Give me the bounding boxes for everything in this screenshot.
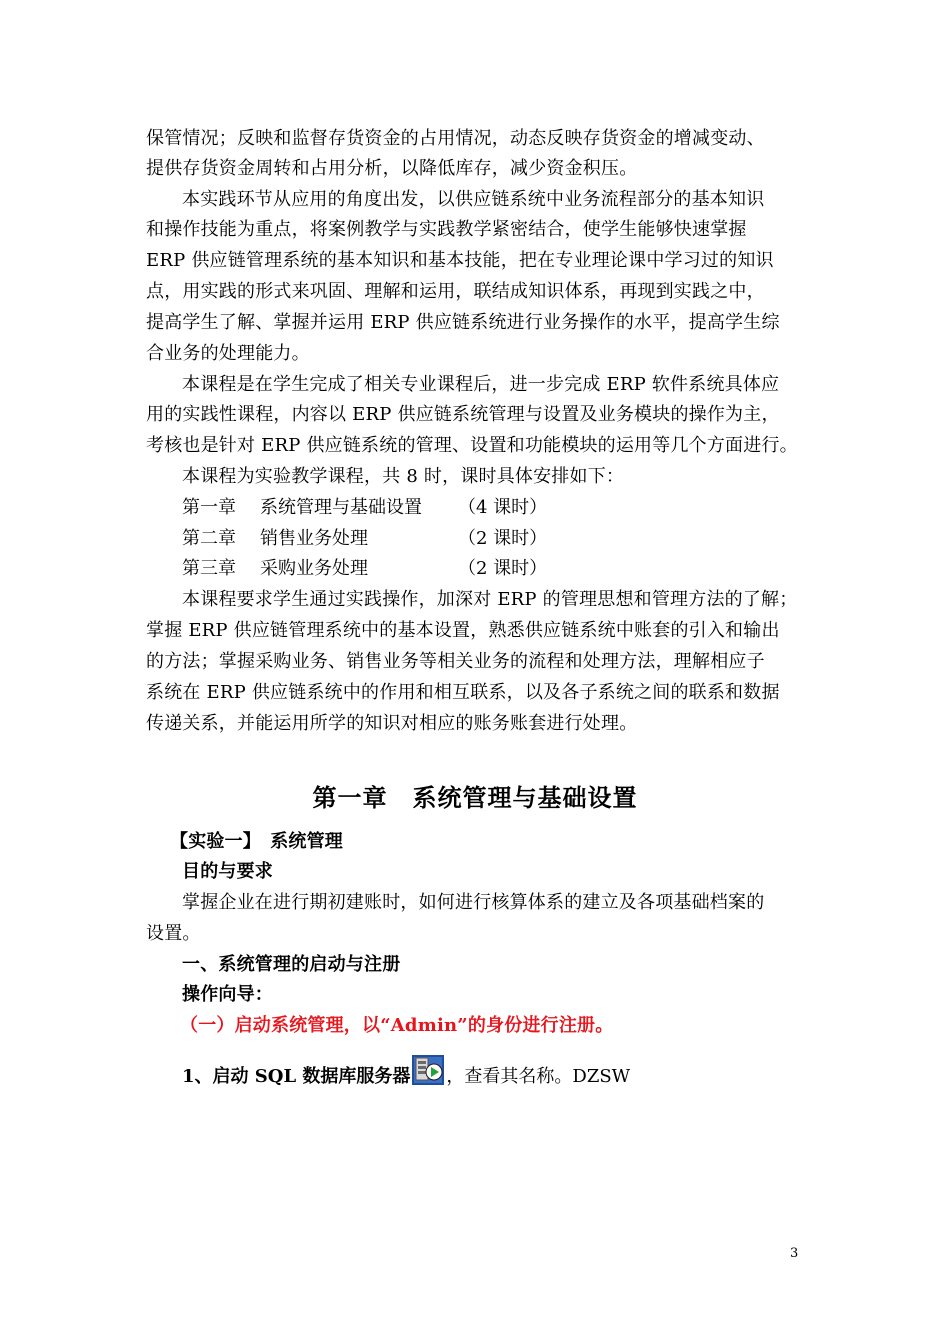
schedule-chapter: 第三章 — [182, 558, 236, 579]
schedule-chapter: 第二章 — [182, 528, 236, 549]
section-heading: 一、系统管理的启动与注册 — [182, 954, 401, 975]
page-number: 3 — [790, 1246, 799, 1261]
schedule-row — [182, 554, 547, 584]
schedule-title: 销售业务处理 — [260, 528, 368, 549]
schedule-chapter: 第一章 — [182, 497, 236, 518]
step-1 — [182, 1054, 630, 1097]
paragraph-line: 保管情况；反映和监督存货资金的占用情况，动态反映存货资金的增减变动、 — [146, 128, 765, 149]
experiment-heading: 【实验一】 系统管理 — [170, 831, 343, 852]
schedule-hours: （2 课时） — [458, 558, 548, 579]
paragraph-line: 和操作技能为重点，将案例教学与实践教学紧密结合，使学生能够快速掌握 — [146, 219, 747, 240]
paragraph-line: 掌握企业在进行期初建账时，如何进行核算体系的建立及各项基础档案的 — [182, 892, 765, 913]
schedule-hours: （2 课时） — [458, 528, 548, 549]
paragraph-line: 传递关系，并能运用所学的知识对相应的账务账套进行处理。 — [146, 713, 638, 734]
paragraph-line: 提供存货资金周转和占用分析，以降低库存，减少资金积压。 — [146, 158, 638, 179]
schedule-hours: （4 课时） — [458, 497, 548, 518]
schedule-row — [182, 524, 547, 554]
step-1-suffix: ，查看其名称。DZSW — [446, 1066, 631, 1087]
schedule-row — [182, 493, 547, 523]
chapter-title: 第一章 系统管理与基础设置 — [312, 783, 638, 812]
paragraph-line: 点，用实践的形式来巩固、理解和运用，联结成知识体系，再现到实践之中， — [146, 281, 765, 302]
step-1-prefix: 1、启动 SQL 数据库服务器 — [182, 1066, 411, 1087]
paragraph-line: 设置。 — [146, 923, 201, 944]
schedule-title: 采购业务处理 — [260, 558, 368, 579]
paragraph-line: 本课程为实验教学课程，共 8 时，课时具体安排如下： — [182, 466, 625, 487]
paragraph-line: 提高学生了解、掌握并运用 ERP 供应链系统进行业务操作的水平，提高学生综 — [146, 312, 780, 333]
goal-heading: 目的与要求 — [182, 861, 273, 882]
paragraph-line: 本课程是在学生完成了相关专业课程后，进一步完成 ERP 软件系统具体应 — [182, 374, 780, 395]
paragraph-line: 本课程要求学生通过实践操作，加深对 ERP 的管理思想和管理方法的了解； — [182, 589, 798, 610]
schedule-title: 系统管理与基础设置 — [260, 497, 422, 518]
paragraph-line: 用的实践性课程，内容以 ERP 供应链系统管理与设置及业务模块的操作为主， — [146, 404, 780, 425]
paragraph-line: 本实践环节从应用的角度出发，以供应链系统中业务流程部分的基本知识 — [182, 189, 765, 210]
paragraph-line: 系统在 ERP 供应链系统中的作用和相互联系，以及各子系统之间的联系和数据 — [146, 682, 780, 703]
guide-heading: 操作向导： — [182, 984, 273, 1005]
paragraph-line: 的方法；掌握采购业务、销售业务等相关业务的流程和处理方法，理解相应子 — [146, 651, 765, 672]
sql-server-service-manager-icon — [411, 1054, 445, 1086]
paragraph-line: 考核也是针对 ERP 供应链系统的管理、设置和功能模块的运用等几个方面进行。 — [146, 435, 798, 456]
red-subheading: （一）启动系统管理，以“Admin”的身份进行注册。 — [180, 1015, 614, 1036]
paragraph-line: ERP 供应链管理系统的基本知识和基本技能，把在专业理论课中学习过的知识 — [146, 250, 774, 271]
paragraph-line: 合业务的处理能力。 — [146, 343, 310, 364]
paragraph-line: 掌握 ERP 供应链管理系统中的基本设置，熟悉供应链系统中账套的引入和输出 — [146, 620, 780, 641]
